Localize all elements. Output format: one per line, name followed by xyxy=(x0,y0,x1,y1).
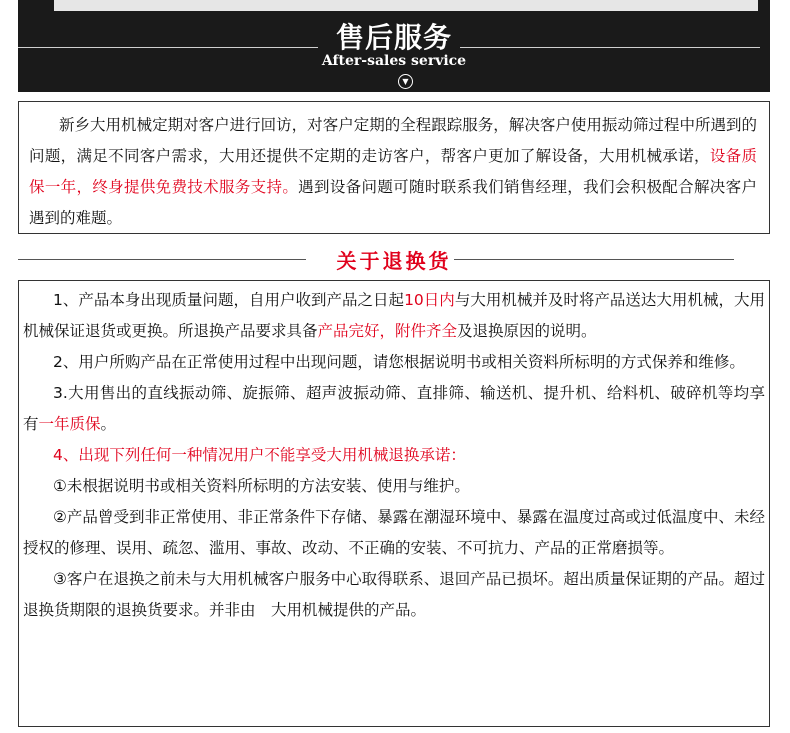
returns-box xyxy=(18,280,770,727)
one-year-warranty: 一年质保 xyxy=(38,415,101,433)
return-condition: 产品完好，附件齐全 xyxy=(317,322,458,340)
returns-item-1-text-c: 及退换原因的说明。 xyxy=(457,322,597,340)
chevron-down-circle-icon: ▼ xyxy=(398,74,413,89)
header-banner xyxy=(18,0,770,92)
returns-item-1 xyxy=(23,285,765,347)
exclusion-3: ③客户在退换之前未与大用机械客户服务中心取得联系、退回产品已损坏。超出质量保证期的产品。超过退换货期限的退换货要求。并非由 大用机械提供的产品。 xyxy=(23,570,765,619)
returns-item-4: 4、出现下列任何一种情况用户不能享受大用机械退换承诺： xyxy=(53,446,466,464)
returns-item-1-text-a: 1、产品本身出现质量问题，自用户收到产品之日起 xyxy=(53,291,405,309)
banner-top-strip xyxy=(54,0,758,11)
returns-item-3-text-b: 。 xyxy=(100,415,117,433)
intro-paragraph xyxy=(29,110,757,234)
returns-item-3-text-a: 3.大用售出的直线振动筛、旋振筛、超声波振动筛、直排筛、输送机、提升机、给料机、破碎机等均享有 xyxy=(23,384,765,433)
intro-text-2: 遇到设备问题可随时联系我们销售经理，我们会积极配合解决客户遇到的难题。 xyxy=(29,178,757,227)
returns-item-3 xyxy=(23,378,765,440)
exclusion-2: ②产品曾受到非正常使用、非正常条件下存储、暴露在潮湿环境中、暴露在温度过高或过低温度中、未经授权的修理、误用、疏忽、滥用、事故、改动、不正确的安装、不可抗力、产品的正常磨损等。 xyxy=(23,508,765,557)
warranty-highlight: 设备质保一年，终身提供免费技术服务支持。 xyxy=(29,147,757,196)
returns-item-2: 2、用户所购产品在正常使用过程中出现问题，请您根据说明书或相关资料所标明的方式保养和维修。 xyxy=(53,353,745,371)
return-period: 10日内 xyxy=(404,291,455,309)
page-title: 售后服务 xyxy=(335,21,452,54)
intro-box xyxy=(18,101,770,234)
returns-title: 关于退换货 xyxy=(336,249,452,273)
returns-item-1-text-b: 与大用机械并及时将产品送达大用机械，大用机械保证退货或更换。所退换产品要求具备 xyxy=(23,291,765,340)
intro-text-1: 新乡大用机械定期对客户进行回访，对客户定期的全程跟踪服务，解决客户使用振动筛过程中所遇到的问题，满足不同客户需求，大用还提供不定期的走访客户，帮客户更加了解设备，大用机械承诺， xyxy=(29,116,757,165)
returns-section-header xyxy=(18,243,770,275)
section-rule-right xyxy=(454,259,734,260)
exclusion-1: ①未根据说明书或相关资料所标明的方法安装、使用与维护。 xyxy=(53,477,470,495)
page-subtitle: After-sales service xyxy=(321,53,467,69)
